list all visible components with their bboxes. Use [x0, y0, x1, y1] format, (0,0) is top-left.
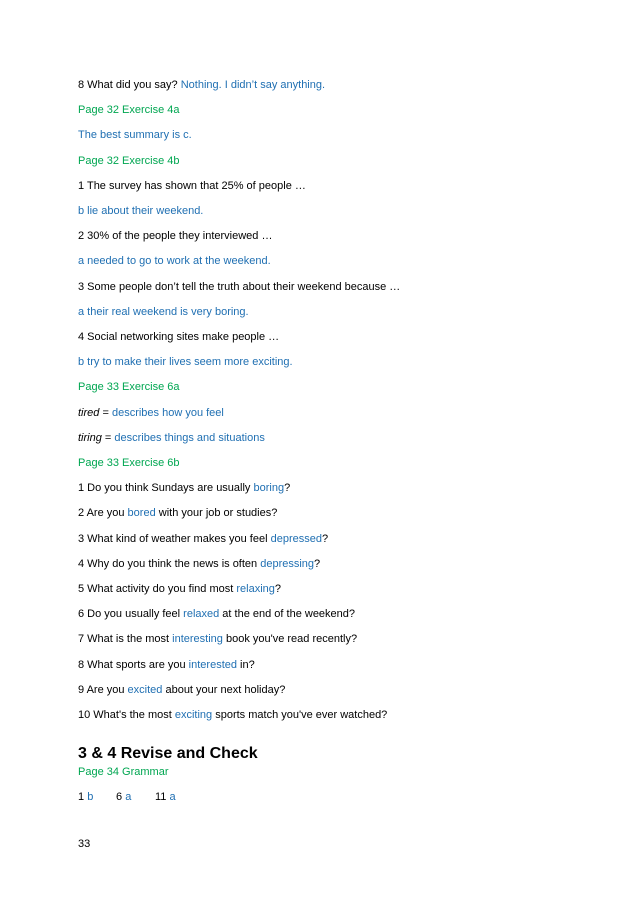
answer-number: 1: [78, 791, 88, 803]
text-line: [78, 406, 224, 420]
text-line: [78, 254, 271, 268]
answer-text: relaxing: [236, 583, 275, 595]
answer-text: a needed to go to work at the weekend.: [78, 255, 271, 268]
answer-item: [78, 790, 116, 804]
answer-item: [155, 790, 176, 804]
text-line: [78, 632, 357, 646]
text-line: [78, 229, 272, 243]
answer-text: boring: [253, 482, 285, 495]
exercise-label: Page 33 Exercise 6a: [78, 381, 180, 394]
question-text: book you've read recently?: [222, 633, 358, 646]
answer-text: interested: [188, 658, 237, 671]
question-text: 2 Are you: [78, 507, 128, 520]
text-line: [78, 179, 306, 193]
text-line: [78, 355, 293, 369]
answer-text: b lie about their weekend.: [78, 205, 204, 217]
question-text: tiring: [78, 431, 102, 444]
question-text: 3 What kind of weather makes you feel: [78, 532, 271, 545]
text-line: [78, 481, 290, 495]
exercise-label: Page 32 Exercise 4b: [78, 154, 180, 167]
text-line: [78, 532, 328, 546]
text-line: [78, 305, 249, 319]
text-line: [78, 204, 203, 218]
text-line: [78, 280, 400, 294]
text-line: [78, 658, 255, 672]
question-text: about your next holiday?: [162, 683, 286, 696]
answer-letter: b: [87, 791, 94, 803]
section-heading: 3 & 4 Revise and Check: [78, 745, 258, 762]
answer-text: interesting: [172, 633, 223, 646]
answer-text: a their real weekend is very boring.: [78, 305, 249, 318]
answer-text: bored: [127, 507, 156, 520]
text-line: [78, 330, 279, 344]
text-line: [78, 380, 180, 394]
exercise-label: Page 32 Exercise 4a: [78, 104, 180, 117]
text-line: [78, 78, 325, 92]
question-text: ?: [274, 583, 282, 595]
question-text: =: [101, 431, 115, 444]
question-text: sports match you've ever watched?: [212, 709, 388, 721]
question-text: 8 What did you say?: [78, 79, 181, 91]
question-text: tired: [78, 406, 100, 419]
question-text: 4 Social networking sites make people …: [78, 331, 280, 343]
answer-text: b try to make their lives seem more exciting.: [78, 356, 293, 369]
answer-text: exciting: [174, 709, 213, 721]
answer-text: describes things and situations: [114, 431, 265, 444]
answer-letter: a: [125, 791, 132, 803]
text-line: [78, 154, 180, 168]
exercise-label: Page 33 Exercise 6b: [78, 457, 180, 469]
answer-text: depressing: [260, 557, 315, 570]
question-text: 6 Do you usually feel: [78, 608, 184, 621]
question-text: 4 Why do you think the news is often: [78, 557, 261, 570]
text-line: [78, 506, 277, 520]
page-number: 33: [78, 838, 91, 850]
answer-text: relaxed: [183, 608, 220, 621]
question-text: 7 What is the most: [78, 633, 173, 646]
question-text: 1 Do you think Sundays are usually: [78, 482, 254, 495]
text-line: [78, 103, 180, 117]
text-line: [78, 607, 355, 621]
answer-number: 6: [116, 791, 126, 803]
question-text: 8 What sports are you: [78, 658, 189, 671]
text-line: [78, 431, 265, 445]
answer-text: Nothing. I didn’t say anything.: [180, 79, 326, 91]
text-line: [78, 683, 285, 697]
answer-number: 11: [155, 791, 170, 803]
question-text: 5 What activity do you find most: [78, 583, 237, 595]
question-text: 2 30% of the people they interviewed …: [78, 230, 273, 243]
answer-letter: a: [169, 791, 176, 803]
grammar-answers: [78, 790, 176, 804]
question-text: ?: [284, 482, 291, 495]
answer-text: describes how you feel: [111, 406, 224, 419]
answer-text: excited: [127, 683, 163, 696]
question-text: in?: [236, 658, 255, 671]
question-text: 10 What's the most: [78, 709, 175, 721]
question-text: with your job or studies?: [155, 507, 278, 520]
text-line: [78, 557, 320, 571]
text-line: [78, 456, 180, 470]
question-text: 3 Some people don’t tell the truth about their weekend because …: [78, 280, 401, 293]
question-text: =: [99, 406, 112, 419]
question-text: ?: [321, 532, 329, 545]
answer-item: [116, 790, 155, 804]
question-text: 9 Are you: [78, 683, 128, 696]
answer-text: The best summary is c.: [78, 129, 192, 142]
question-text: 1 The survey has shown that 25% of people …: [78, 179, 306, 192]
text-line: [78, 128, 192, 142]
answer-text: depressed: [270, 532, 322, 545]
text-line: [78, 708, 387, 722]
question-text: at the end of the weekend?: [219, 608, 356, 621]
question-text: ?: [314, 557, 321, 570]
text-line: [78, 582, 281, 596]
section-subheading: Page 34 Grammar: [78, 766, 169, 778]
